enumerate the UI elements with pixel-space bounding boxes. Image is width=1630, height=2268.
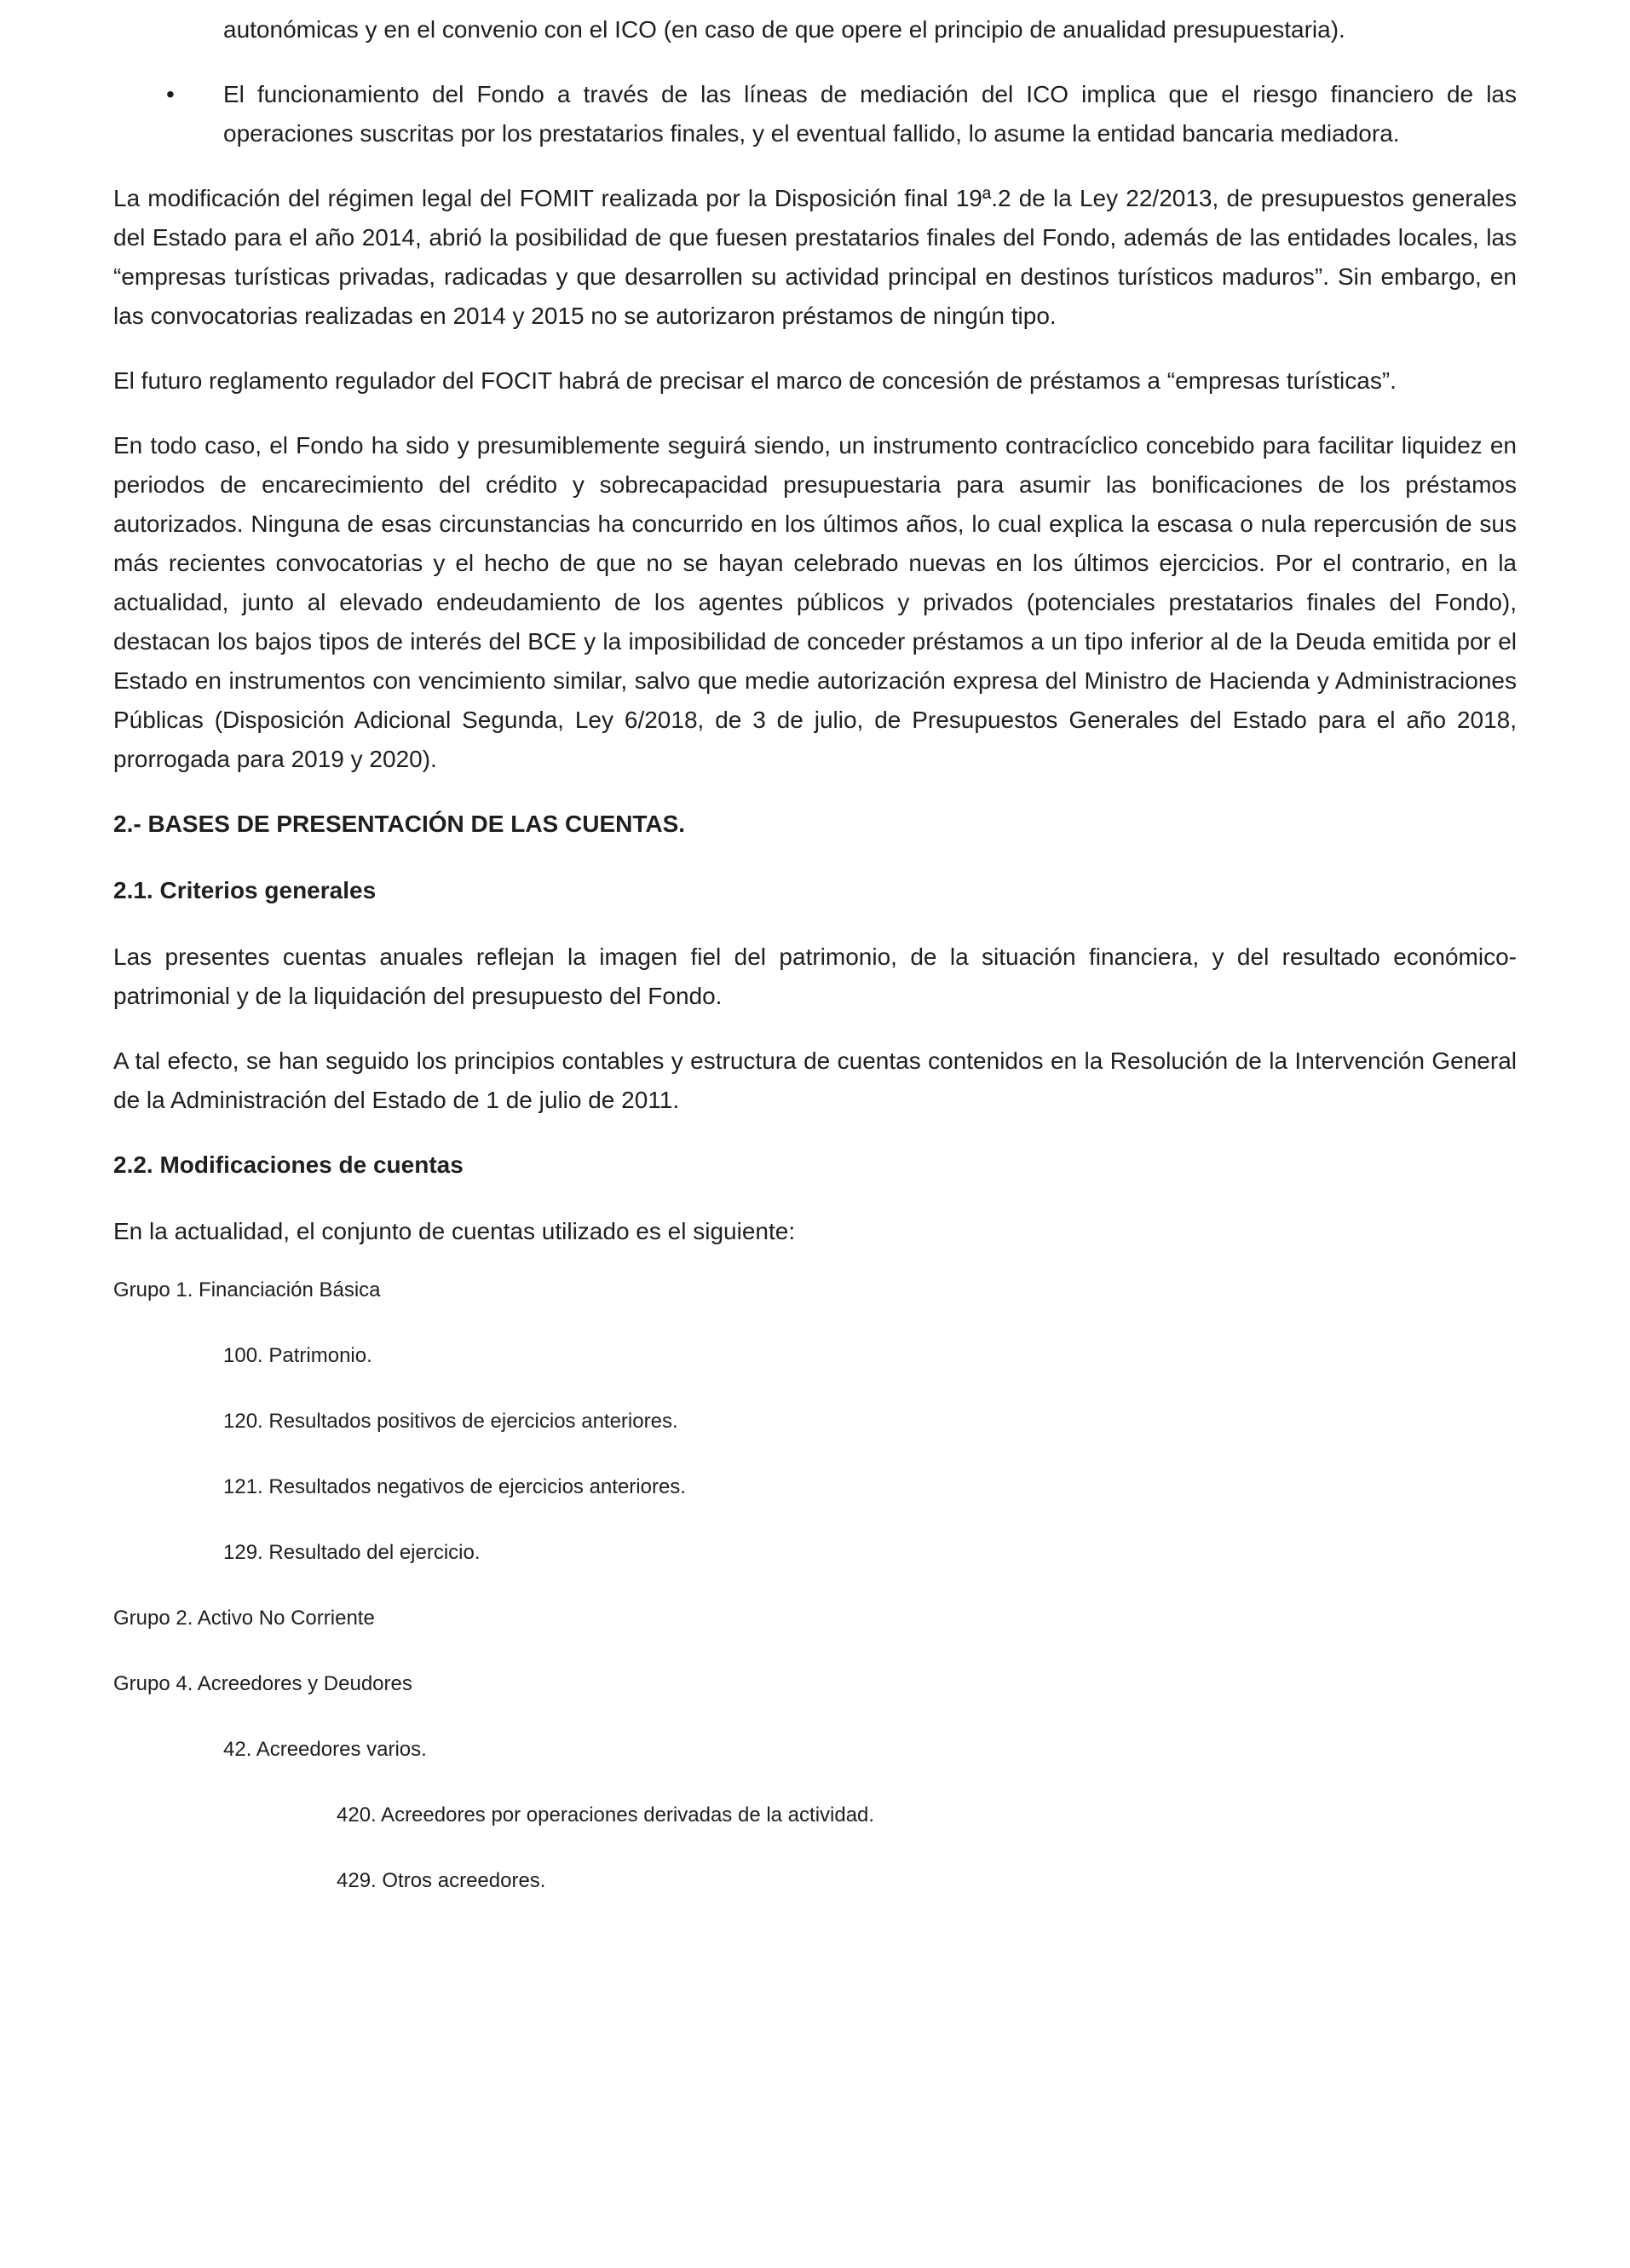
bullet-list-item — [113, 75, 1517, 153]
account-group-item: Grupo 4. Acreedores y Deudores — [113, 1672, 412, 1695]
account-item: 42. Acreedores varios. — [223, 1738, 427, 1761]
paragraph-countercyclical-instrument: En todo caso, el Fondo ha sido y presumiblemente seguirá siendo, un instrumento contracíclico concebido para facilitar liquidez en periodos de encarecimiento del crédito y sobrecapacidad presupuestaria para asumir las bonificaciones de los préstamos autorizados. Ninguna de esas circunstancias ha concurrido en los últimos años, lo cual explica la escasa o nula repercusión de sus más recientes convocatorias y el hecho de que no se hayan celebrado nuevas en los últimos ejercicios. Por el contrario, en la actualidad, junto al elevado endeudamiento de los agentes públicos y privados (potenciales prestatarios finales del Fondo), destacan los bajos tipos de interés del BCE y la imposibilidad de conceder préstamos a un tipo inferior al de la Deuda emitida por el Estado en instrumentos con vencimiento similar, salvo que medie autorización expresa del Ministro de Hacienda y Administraciones Públicas (Disposición Adicional Segunda, Ley 6/2018, de 3 de julio, de Presupuestos Generales del Estado para el año 2018, prorrogada para 2019 y 2020). — [113, 432, 1517, 772]
section-heading-2: 2.- BASES DE PRESENTACIÓN DE LAS CUENTAS. — [113, 811, 686, 837]
paragraph-focit-regulation: El futuro reglamento regulador del FOCIT habrá de precisar el marco de concesión de préstamos a “empresas turísticas”. — [113, 367, 1397, 394]
bullet-item-text: El funcionamiento del Fondo a través de las líneas de mediación del ICO implica que el riesgo financiero de las operaciones suscritas por los prestatarios finales, y el eventual fallido, lo asume la entidad bancaria mediadora. — [223, 81, 1517, 147]
account-group-item: Grupo 2. Activo No Corriente — [113, 1607, 375, 1630]
paragraph-imagen-fiel: Las presentes cuentas anuales reflejan la imagen fiel del patrimonio, de la situación financiera, y del resultado económico-patrimonial y de la liquidación del presupuesto del Fondo. — [113, 944, 1517, 1009]
bullet-icon: • — [166, 81, 175, 107]
paragraph-continuation: autonómicas y en el convenio con el ICO (en caso de que opere el principio de anualidad presupuestaria). — [223, 16, 1345, 43]
account-group-item: Grupo 1. Financiación Básica — [113, 1278, 381, 1301]
account-item: 121. Resultados negativos de ejercicios anteriores. — [223, 1475, 686, 1498]
account-item: 120. Resultados positivos de ejercicios anteriores. — [223, 1410, 678, 1433]
section-heading-2-2: 2.2. Modificaciones de cuentas — [113, 1151, 464, 1178]
account-subitem: 420. Acreedores por operaciones derivadas de la actividad. — [337, 1803, 875, 1827]
paragraph-cuentas-intro: En la actualidad, el conjunto de cuentas utilizado es el siguiente: — [113, 1218, 796, 1244]
account-item: 129. Resultado del ejercicio. — [223, 1541, 481, 1564]
account-subitem: 429. Otros acreedores. — [337, 1869, 546, 1892]
account-item: 100. Patrimonio. — [223, 1344, 372, 1367]
paragraph-fomit-modification: La modificación del régimen legal del FOMIT realizada por la Disposición final 19ª.2 de la Ley 22/2013, de presupuestos generales del Estado para el año 2014, abrió la posibilidad de que fuesen prestatarios finales del Fondo, además de las entidades locales, las “empresas turísticas privadas, radicadas y que desarrollen su actividad principal en destinos turísticos maduros”. Sin embargo, en las convocatorias realizadas en 2014 y 2015 no se autorizaron préstamos de ningún tipo. — [113, 185, 1517, 329]
section-heading-2-1: 2.1. Criterios generales — [113, 877, 377, 903]
paragraph-a-tal-efecto: A tal efecto, se han seguido los principios contables y estructura de cuentas contenidos en la Resolución de la Intervención General de la Administración del Estado de 1 de julio de 2011. — [113, 1047, 1517, 1113]
